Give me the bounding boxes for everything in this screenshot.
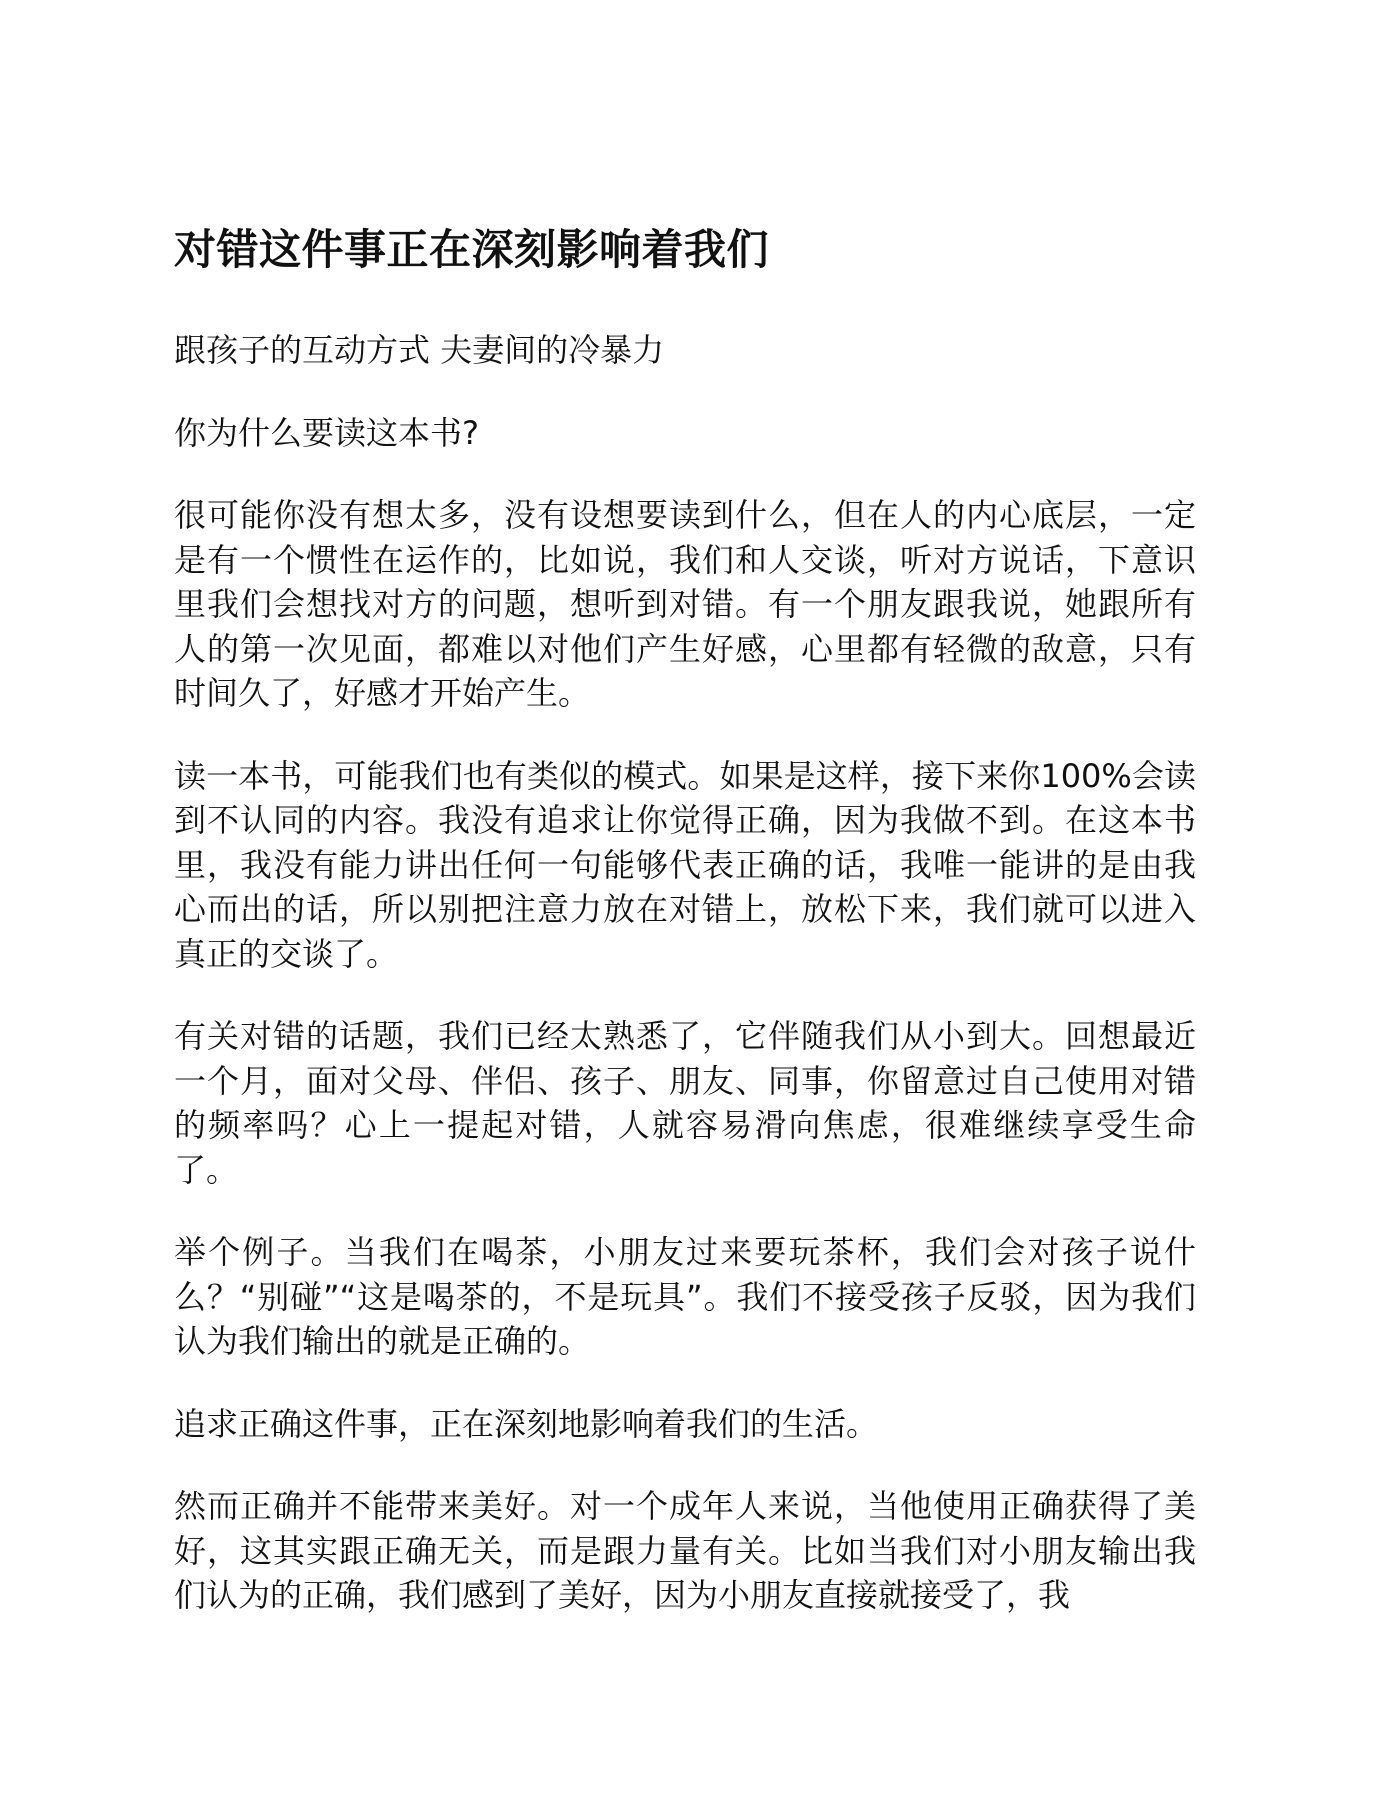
body-paragraph: 举个例子。当我们在喝茶，小朋友过来要玩茶杯，我们会对孩子说什么？“别碰”“这是喝茶的，不是玩具”。我们不接受孩子反驳，因为我们认为我们输出的就是正确的。 (174, 1233, 1196, 1360)
body-paragraph: 读一本书，可能我们也有类似的模式。如果是这样，接下来你100%会读到不认同的内容。我没有追求让你觉得正确，因为我做不到。在这本书里，我没有能力讲出任何一句能够代表正确的话，我唯一能讲的是由我心而出的话，所以别把注意力放在对错上，放松下来，我们就可以进入真正的交谈了。 (174, 756, 1196, 973)
document-page (174, 222, 1196, 1656)
subtitle-paragraph: 跟孩子的互动方式 夫妻间的冷暴力 (174, 331, 665, 369)
question-paragraph: 你为什么要读这本书? (174, 413, 479, 452)
body-paragraph: 有关对错的话题，我们已经太熟悉了，它伴随我们从小到大。回想最近一个月，面对父母、伴侣、孩子、朋友、同事，你留意过自己使用对错的频率吗？心上一提起对错，人就容易滑向焦虑，很难继续享受生命了。 (174, 1017, 1196, 1189)
document-title: 对错这件事正在深刻影响着我们 (174, 225, 770, 274)
body-paragraph: 很可能你没有想太多，没有设想要读到什么，但在人的内心底层，一定是有一个惯性在运作的，比如说，我们和人交谈，听对方说话，下意识里我们会想找对方的问题，想听到对错。有一个朋友跟我说，她跟所有人的第一次见面，都难以对他们产生好感，心里都有轻微的敌意，只有时间久了，好感才开始产生。 (174, 496, 1196, 712)
body-paragraph: 然而正确并不能带来美好。对一个成年人来说，当他使用正确获得了美好，这其实跟正确无关，而是跟力量有关。比如当我们对小朋友输出我们认为的正确，我们感到了美好，因为小朋友直接就接受了，我 (174, 1487, 1196, 1614)
body-paragraph: 追求正确这件事，正在深刻地影响着我们的生活。 (174, 1404, 879, 1443)
